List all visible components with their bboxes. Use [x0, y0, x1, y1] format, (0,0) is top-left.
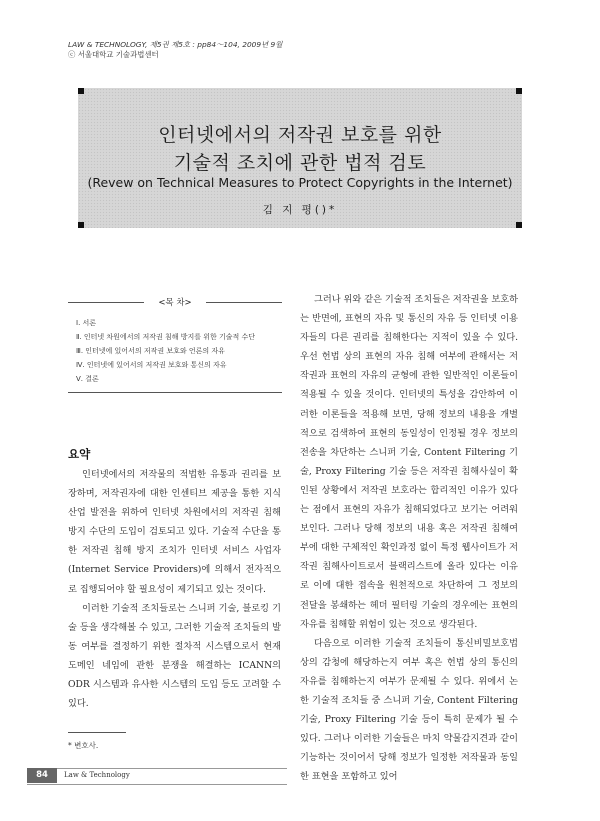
corner-mark [78, 88, 84, 94]
body-column-right [300, 290, 518, 786]
abstract-heading: 요약 [68, 447, 91, 461]
corner-mark [516, 222, 522, 228]
page-number: 84 [27, 768, 57, 783]
publisher-line: ⓒ 서울대학교 기술과법센터 [68, 50, 159, 59]
abstract-paragraph-1: 인터넷에서의 저작물의 적법한 유통과 권리를 보장하며, 저작권자에 대한 인센티브 제공을 통한 지식산업 발전을 위하여 인터넷 차원에서의 저작권 침해 방지 수단의 도입이 검토되고 있다. 기술적 수단을 통한 저작권 침해 방지 조치가 인터넷 서비스 사업자(Internet Service Providers)에 의해서 전자적으로 집행되어야 할 필요성이 제기되고 있는 것이다. [68, 469, 281, 595]
toc-item: Ⅰ. 서론 [76, 319, 97, 327]
citation-line: LAW & TECHNOLOGY, 제5권 제5호 : pp84～104, 2009년 9월 [68, 40, 283, 49]
footnote: * 변호사. [68, 741, 99, 750]
toc-item: Ⅱ. 인터넷 차원에서의 저작권 침해 방지를 위한 기술적 수단 [76, 333, 255, 341]
corner-mark [78, 222, 84, 228]
table-of-contents [68, 296, 282, 393]
toc-bottom-rule [68, 392, 282, 393]
toc-item: Ⅲ. 인터넷에 있어서의 저작권 보호와 언론의 자유 [76, 347, 225, 355]
toc-title: <목 차> [68, 296, 282, 308]
footnote-rule [68, 732, 126, 733]
toc-item: Ⅴ. 결론 [76, 375, 99, 383]
running-header [68, 40, 282, 60]
toc-item: Ⅳ. 인터넷에 있어서의 저작권 보호와 통신의 자유 [76, 361, 227, 369]
abstract-paragraph-2: 이러한 기술적 조치들로는 스니퍼 기술, 블로킹 기술 등을 생각해볼 수 있고, 그러한 기술적 조치들의 발동 여부를 결정하기 위한 절차적 시스템으로서 현재 도메인 네임에 관한 분쟁을 해결하는 ICANN의 ODR 시스템과 유사한 시스템의 도입 등도 고려할 수 있다. [68, 602, 281, 710]
title-line-1: 인터넷에서의 저작권 보호를 위한 [158, 124, 442, 146]
corner-mark [516, 88, 522, 94]
abstract-column [68, 465, 281, 713]
author: 김 지 평()* [262, 204, 338, 216]
body-paragraph-2: 다음으로 이러한 기술적 조치들이 통신비밀보호법 상의 감청에 해당하는지 여부 혹은 헌법 상의 통신의 자유를 침해하는지 여부가 문제될 수 있다. 위에서 논한 기술적 조치들 중 스니퍼 기술, Content Filtering 기술, Proxy Filtering 기술 등이 특히 문제가 될 수 있다. 그러나 이러한 기술들은 마치 약물감지견과 같이 기능하는 것이어서 당해 정보가 일정한 저작물과 동일한 표현을 포함하고 있어 [300, 637, 518, 783]
title-line-2: 기술적 조치에 관한 법적 검토 [173, 152, 427, 174]
english-title: (Revew on Technical Measures to Protect Copyrights in the Internet) [87, 175, 513, 190]
title-box [78, 88, 522, 228]
toc-list [68, 316, 282, 386]
journal-name: Law & Technology [64, 771, 130, 779]
body-paragraph-1: 그러나 위와 같은 기술적 조치들은 저작권을 보호하는 반면에, 표현의 자유 및 통신의 자유 등 인터넷 이용자들의 다른 권리를 침해한다는 지적이 있을 수 있다. 우선 헌법 상의 표현의 자유 침해 여부에 관해서는 저작권과 표현의 자유의 균형에 관한 일반적인 이론들이 적용될 수 있을 것이다. 인터넷의 특성을 감안하여 이러한 이론들을 적용해 보면, 당해 정보의 내용을 개별적으로 검색하여 표현의 동일성이 인정될 경우 정보의 전송을 차단하는 스니퍼 기술, Content Filtering 기술, Proxy Filtering 기술 등은 저작권 침해사실이 확인된 상황에서 저작권 보호라는 합리적인 이유가 있다는 점에서 표현의 자유가 침해되었다고 보기는 어려워 보인다. 그러나 당해 정보의 내용 혹은 저작권 침해여부에 대한 구체적인 확인과정 없이 특정 웹사이트가 저작권 침해사이트로서 블랙리스트에 올라 있다는 이유로 이에 대한 접속을 원천적으로 차단하여 그 정보의 전달을 봉쇄하는 헤더 필터링 기술의 경우에는 표현의 자유를 침해할 위험이 있는 것으로 생각된다. [300, 294, 518, 630]
